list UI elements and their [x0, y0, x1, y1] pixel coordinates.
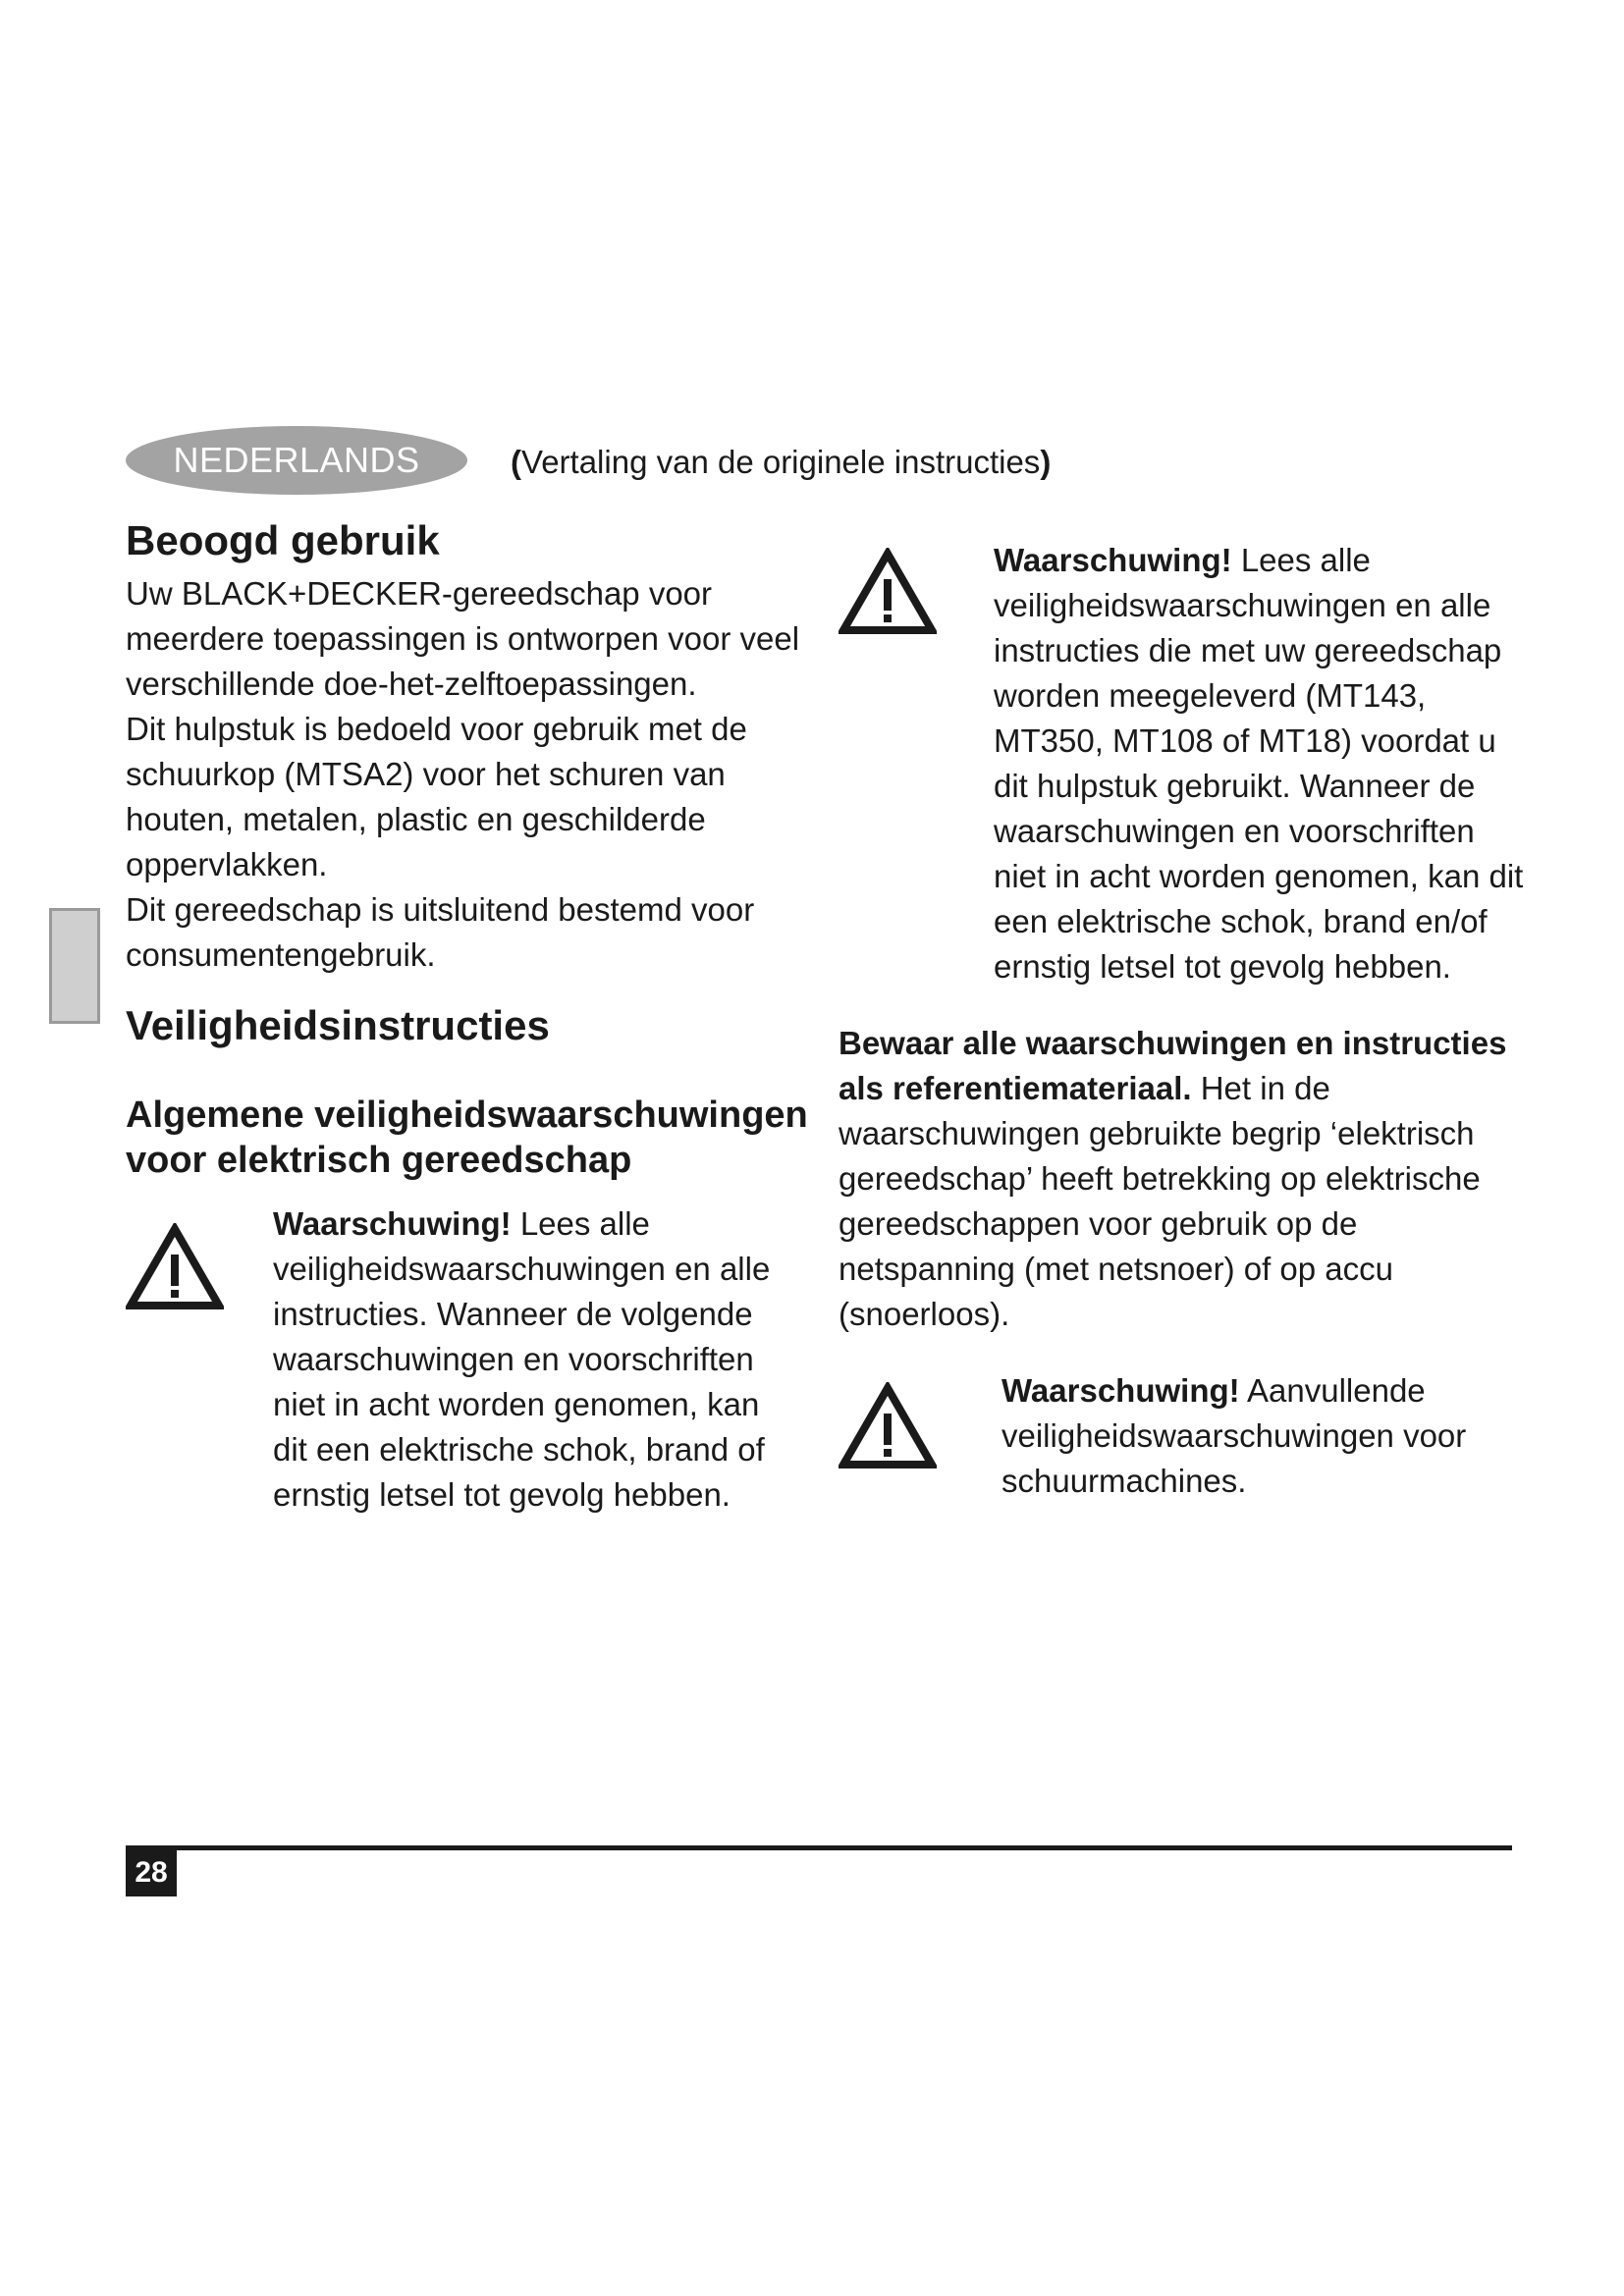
general-warning-text	[273, 1201, 784, 1518]
language-label: NEDERLANDS	[173, 440, 420, 480]
translation-note	[511, 444, 1051, 481]
intended-use-paragraph-2: Dit hulpstuk is bedoeld voor gebruik met de schuurkop (MTSA2) voor het schuren van houten, metalen, plastic en geschilderde oppervlakken.	[126, 711, 747, 883]
tool-warning-text	[994, 538, 1524, 989]
language-badge	[126, 426, 467, 495]
warning-triangle-icon	[126, 1201, 273, 1316]
intended-use-paragraph-3: Dit gereedschap is uitsluitend bestemd voor consumentengebruik.	[126, 891, 755, 974]
intended-use-heading: Beoogd gebruik	[126, 517, 440, 563]
general-warning-block	[126, 1201, 813, 1518]
general-warning-body: Lees alle veiligheidswaarschuwingen en alle instructies. Wanneer de volgende waarschuwingen en voorschriften niet in acht worden genomen, kan dit een elektrische schok, brand of ernstig letsel tot gevolg hebben.	[273, 1204, 771, 1513]
sander-warning-label: Waarschuwing!	[1001, 1372, 1240, 1409]
sander-warning-block	[839, 1368, 1526, 1504]
footer-rule	[126, 1845, 1512, 1850]
general-safety-subheading: Algemene veiligheidswaarschuwingen voor elektrisch gereedschap	[126, 1094, 808, 1182]
sander-warning-body: Aanvullende veiligheidswaarschuwingen voor schuurmachines.	[1001, 1372, 1467, 1499]
subtitle-open-paren: (	[511, 444, 521, 480]
page-number: 28	[126, 1849, 177, 1896]
tool-warning-block	[839, 538, 1526, 989]
right-column	[839, 538, 1526, 1504]
warning-triangle-icon	[839, 538, 994, 641]
section-side-tab	[49, 908, 100, 1024]
keep-instructions-text: Het in de waarschuwingen gebruikte begrip ‘elektrisch gereedschap’ heeft betrekking op elektrische gereedschappen voor gebruik op de netspanning (met netsnoer) of op accu (snoerloos).	[839, 1070, 1481, 1332]
intended-use-paragraph-1: Uw BLACK+DECKER-gereedschap voor meerdere toepassingen is ontworpen voor veel verschillende doe-het-zelftoepassingen.	[126, 575, 800, 703]
keep-instructions-paragraph	[839, 1021, 1516, 1337]
safety-heading: Veiligheidsinstructies	[126, 1002, 550, 1049]
general-warning-label: Waarschuwing!	[273, 1204, 512, 1242]
tool-warning-label: Waarschuwing!	[994, 542, 1232, 578]
subtitle-close-paren: )	[1040, 444, 1052, 480]
keep-instructions-bold: Bewaar alle waarschuwingen en instructies als referentiemateriaal.	[839, 1025, 1507, 1106]
left-column	[126, 516, 813, 1518]
sander-warning-text	[1001, 1368, 1473, 1504]
warning-triangle-icon	[839, 1368, 1001, 1475]
tool-warning-body: Lees alle veiligheidswaarschuwingen en alle instructies die met uw gereedschap worden meegeleverd (MT143, MT350, MT108 of MT18) voordat u dit hulpstuk gebruikt. Wanneer de waarschuwingen en voorschriften niet in acht worden genomen, kan dit een elektrische schok, brand en/of ernstig letsel tot gevolg hebben.	[994, 542, 1524, 985]
subtitle-text: Vertaling van de originele instructies	[521, 444, 1041, 480]
